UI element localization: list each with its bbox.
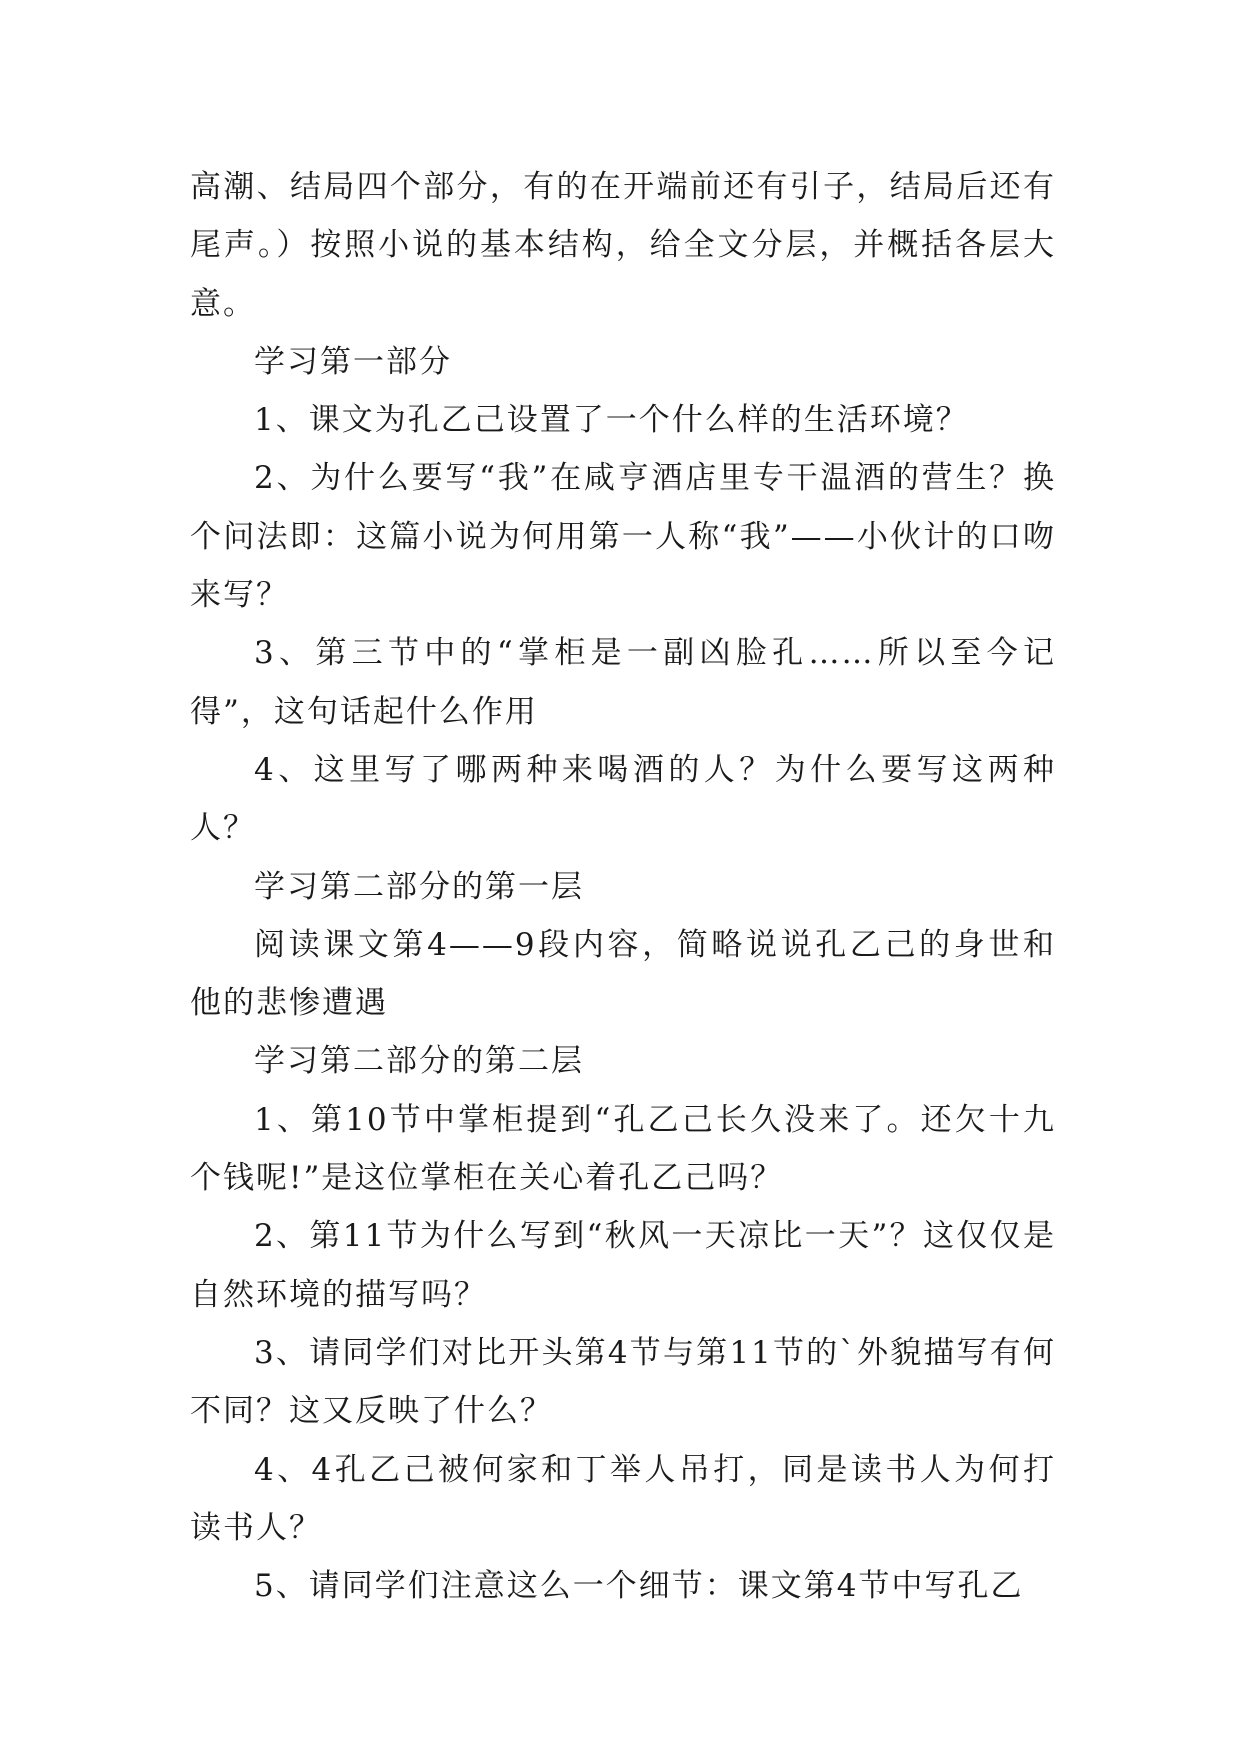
- question-2-2: 2、第11节为什么写到“秋风一天凉比一天”？这仅仅是自然环境的描写吗？: [190, 1218, 1056, 1313]
- question-2-1: 1、第10节中掌柜提到“孔乙己长久没来了。还欠十九个钱呢!”是这位掌柜在关心着孔乙己吗？: [190, 1101, 1056, 1197]
- question-1-1: 1、课文为孔乙己设置了一个什么样的生活环境？: [254, 402, 969, 439]
- heading-part-two-layer-two: 学习第二部分的第二层: [254, 1043, 584, 1080]
- question-2-5: 5、请同学们注意这么一个细节：课文第4节中写孔乙: [254, 1568, 1024, 1605]
- question-2-3: 3、请同学们对比开头第4节与第11节的`外貌描写有何不同？这又反映了什么？: [190, 1334, 1056, 1430]
- question-2-4: 4、4孔乙己被何家和丁举人吊打，同是读书人为何打读书人？: [190, 1451, 1056, 1546]
- document-body: [190, 158, 1056, 1615]
- heading-part-two-layer-one: 学习第二部分的第一层: [254, 868, 584, 905]
- paragraph-structure-intro: 高潮、结局四个部分，有的在开端前还有引子，结局后还有尾声。）按照小说的基本结构，给全文分层，并概括各层大意。: [190, 169, 1056, 322]
- question-1-4: 4、这里写了哪两种来喝酒的人？为什么要写这两种人？: [190, 751, 1056, 847]
- question-1-3: 3、第三节中的“掌柜是一副凶脸孔……所以至今记得”，这句话起什么作用: [190, 635, 1056, 730]
- question-1-2: 2、为什么要写“我”在咸亨酒店里专干温酒的营生？换个问法即：这篇小说为何用第一人称“我”——小伙计的口吻来写？: [190, 460, 1056, 614]
- reading-task: 阅读课文第4——9段内容，简略说说孔乙己的身世和他的悲惨遭遇: [190, 926, 1056, 1022]
- heading-part-one: 学习第一部分: [254, 343, 452, 380]
